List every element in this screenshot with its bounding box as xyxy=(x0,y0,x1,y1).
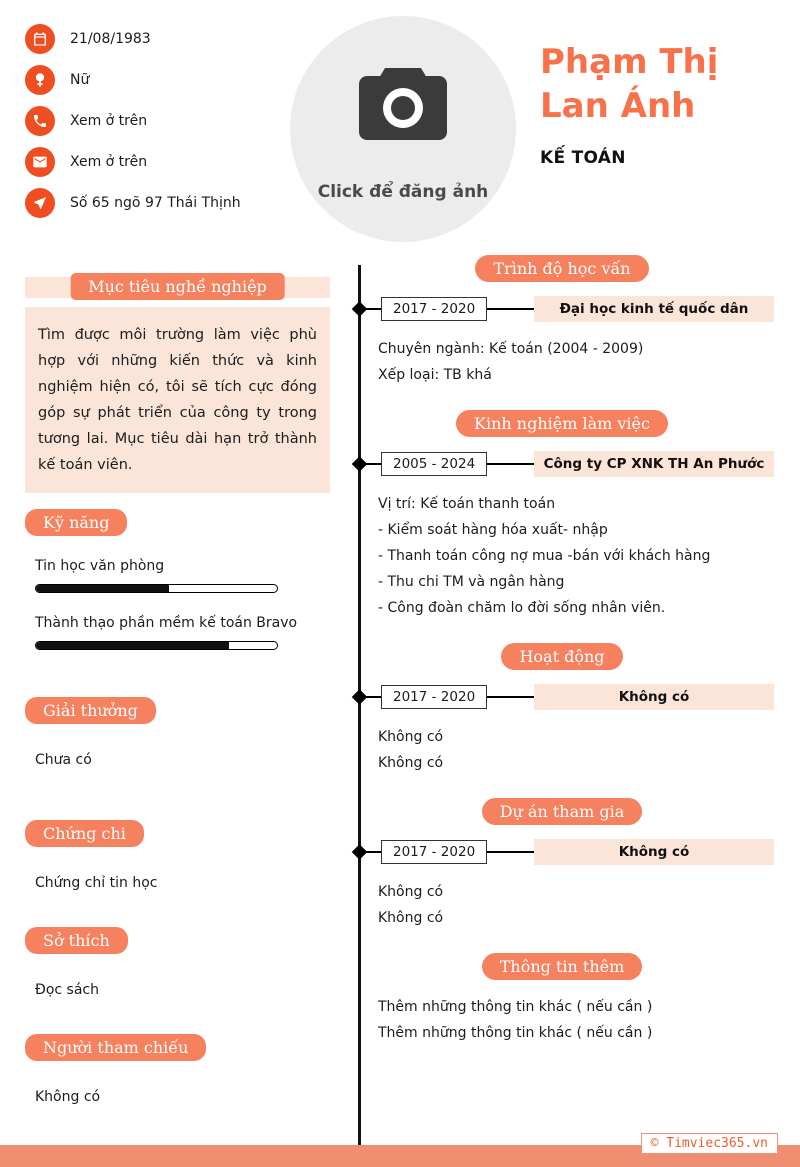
experience-detail: - Kiểm soát hàng hóa xuất- nhập xyxy=(378,522,608,538)
skills-section xyxy=(25,509,330,650)
skill-progress-bar xyxy=(35,584,278,593)
experience-section xyxy=(350,410,774,643)
activities-detail: Không có xyxy=(378,729,444,745)
additional-detail: Thêm những thông tin khác ( nếu cần ) xyxy=(378,999,653,1015)
name-block xyxy=(540,40,776,168)
education-entry xyxy=(350,296,774,322)
contact-item-address xyxy=(25,188,241,218)
objective-text: Tìm được môi trường làm việc phù hợp với những kiến thức và kinh nghiệm hiện có, tôi sẽ tích cực đóng góp sự phát triển của công ty trong tương lai. Mục tiêu dài hạn trở thành kế toán viên. xyxy=(25,307,330,493)
experience-detail: - Thu chi TM và ngân hàng xyxy=(378,574,565,590)
references-section xyxy=(25,1034,330,1105)
experience-detail: Vị trí: Kế toán thanh toán xyxy=(378,496,556,512)
camera-icon xyxy=(341,58,465,158)
skill-progress-bar xyxy=(35,641,278,650)
timeline-connector xyxy=(487,696,534,698)
awards-section xyxy=(25,697,330,768)
references-text: Không có xyxy=(35,1089,101,1105)
birthday-value: 21/08/1983 xyxy=(70,31,151,47)
email-value: Xem ở trên xyxy=(70,154,148,170)
timeline-column xyxy=(350,255,774,1046)
projects-entry xyxy=(350,839,774,865)
activities-entry xyxy=(350,684,774,710)
activities-detail: Không có xyxy=(378,755,444,771)
certificates-section xyxy=(25,820,330,891)
timeline-diamond-icon xyxy=(352,844,368,860)
activities-title-badge: Hoạt động xyxy=(501,643,622,670)
contact-list xyxy=(25,24,241,229)
education-heading: Đại học kinh tế quốc dân xyxy=(534,296,774,322)
awards-text: Chưa có xyxy=(35,752,92,768)
education-detail: Xếp loại: TB khá xyxy=(378,367,492,383)
projects-detail: Không có xyxy=(378,884,444,900)
hobbies-text: Đọc sách xyxy=(35,982,100,998)
activities-heading: Không có xyxy=(534,684,774,710)
education-section xyxy=(350,255,774,410)
calendar-icon xyxy=(25,24,55,54)
timeline-tick xyxy=(366,851,381,853)
additional-info-section xyxy=(350,953,774,1046)
additional-title-badge: Thông tin thêm xyxy=(482,953,643,980)
objective-section xyxy=(25,277,330,493)
skill-label: Tin học văn phòng xyxy=(35,558,165,574)
watermark-link[interactable]: © Timviec365.vn xyxy=(641,1133,778,1154)
hobbies-section xyxy=(25,927,330,998)
timeline-diamond-icon xyxy=(352,689,368,705)
phone-icon xyxy=(25,106,55,136)
phone-value: Xem ở trên xyxy=(70,113,148,129)
address-value: Số 65 ngõ 97 Thái Thịnh xyxy=(70,195,241,211)
timeline-diamond-icon xyxy=(352,301,368,317)
projects-title-badge: Dự án tham gia xyxy=(482,798,643,825)
timeline-connector xyxy=(487,308,534,310)
timeline-tick xyxy=(366,308,381,310)
hobbies-title-badge: Sở thích xyxy=(25,927,128,954)
activities-section xyxy=(350,643,774,798)
skill-progress-fill xyxy=(36,642,229,649)
contact-item-birthday xyxy=(25,24,241,54)
skills-title-badge: Kỹ năng xyxy=(25,509,127,536)
activities-period: 2017 - 2020 xyxy=(381,685,487,709)
projects-detail: Không có xyxy=(378,910,444,926)
experience-detail: - Thanh toán công nợ mua -bán với khách hàng xyxy=(378,548,711,564)
experience-heading: Công ty CP XNK TH An Phước xyxy=(534,451,774,477)
projects-section xyxy=(350,798,774,953)
timeline-connector xyxy=(487,851,534,853)
experience-period: 2005 - 2024 xyxy=(381,452,487,476)
skill-label: Thành thạo phần mềm kế toán Bravo xyxy=(35,615,298,631)
email-icon xyxy=(25,147,55,177)
timeline-tick xyxy=(366,463,381,465)
education-period: 2017 - 2020 xyxy=(381,297,487,321)
objective-title-badge: Mục tiêu nghề nghiệp xyxy=(70,273,285,300)
skill-progress-fill xyxy=(36,585,169,592)
skill-item xyxy=(35,615,330,650)
education-detail: Chuyên ngành: Kế toán (2004 - 2009) xyxy=(378,341,644,357)
gender-value: Nữ xyxy=(70,72,90,88)
skill-item xyxy=(35,558,330,593)
location-icon xyxy=(25,188,55,218)
photo-upload-placeholder[interactable] xyxy=(290,16,516,242)
timeline-diamond-icon xyxy=(352,456,368,472)
projects-period: 2017 - 2020 xyxy=(381,840,487,864)
awards-title-badge: Giải thưởng xyxy=(25,697,156,724)
projects-heading: Không có xyxy=(534,839,774,865)
photo-caption: Click để đăng ảnh xyxy=(317,182,489,202)
contact-item-email xyxy=(25,147,241,177)
experience-detail: - Công đoàn chăm lo đời sống nhân viên. xyxy=(378,600,666,616)
additional-detail: Thêm những thông tin khác ( nếu cần ) xyxy=(378,1025,653,1041)
certificates-title-badge: Chứng chi xyxy=(25,820,144,847)
contact-item-gender xyxy=(25,65,241,95)
references-title-badge: Người tham chiếu xyxy=(25,1034,206,1061)
objective-header-band xyxy=(25,277,330,298)
contact-item-phone xyxy=(25,106,241,136)
timeline-connector xyxy=(487,463,534,465)
job-title: KẾ TOÁN xyxy=(540,148,626,168)
candidate-name: Phạm Thị Lan Ánh xyxy=(540,42,719,126)
experience-entry xyxy=(350,451,774,477)
gender-icon xyxy=(25,65,55,95)
timeline-tick xyxy=(366,696,381,698)
certificates-text: Chứng chỉ tin học xyxy=(35,875,158,891)
experience-title-badge: Kinh nghiệm làm việc xyxy=(456,410,668,437)
education-title-badge: Trình độ học vấn xyxy=(475,255,648,282)
